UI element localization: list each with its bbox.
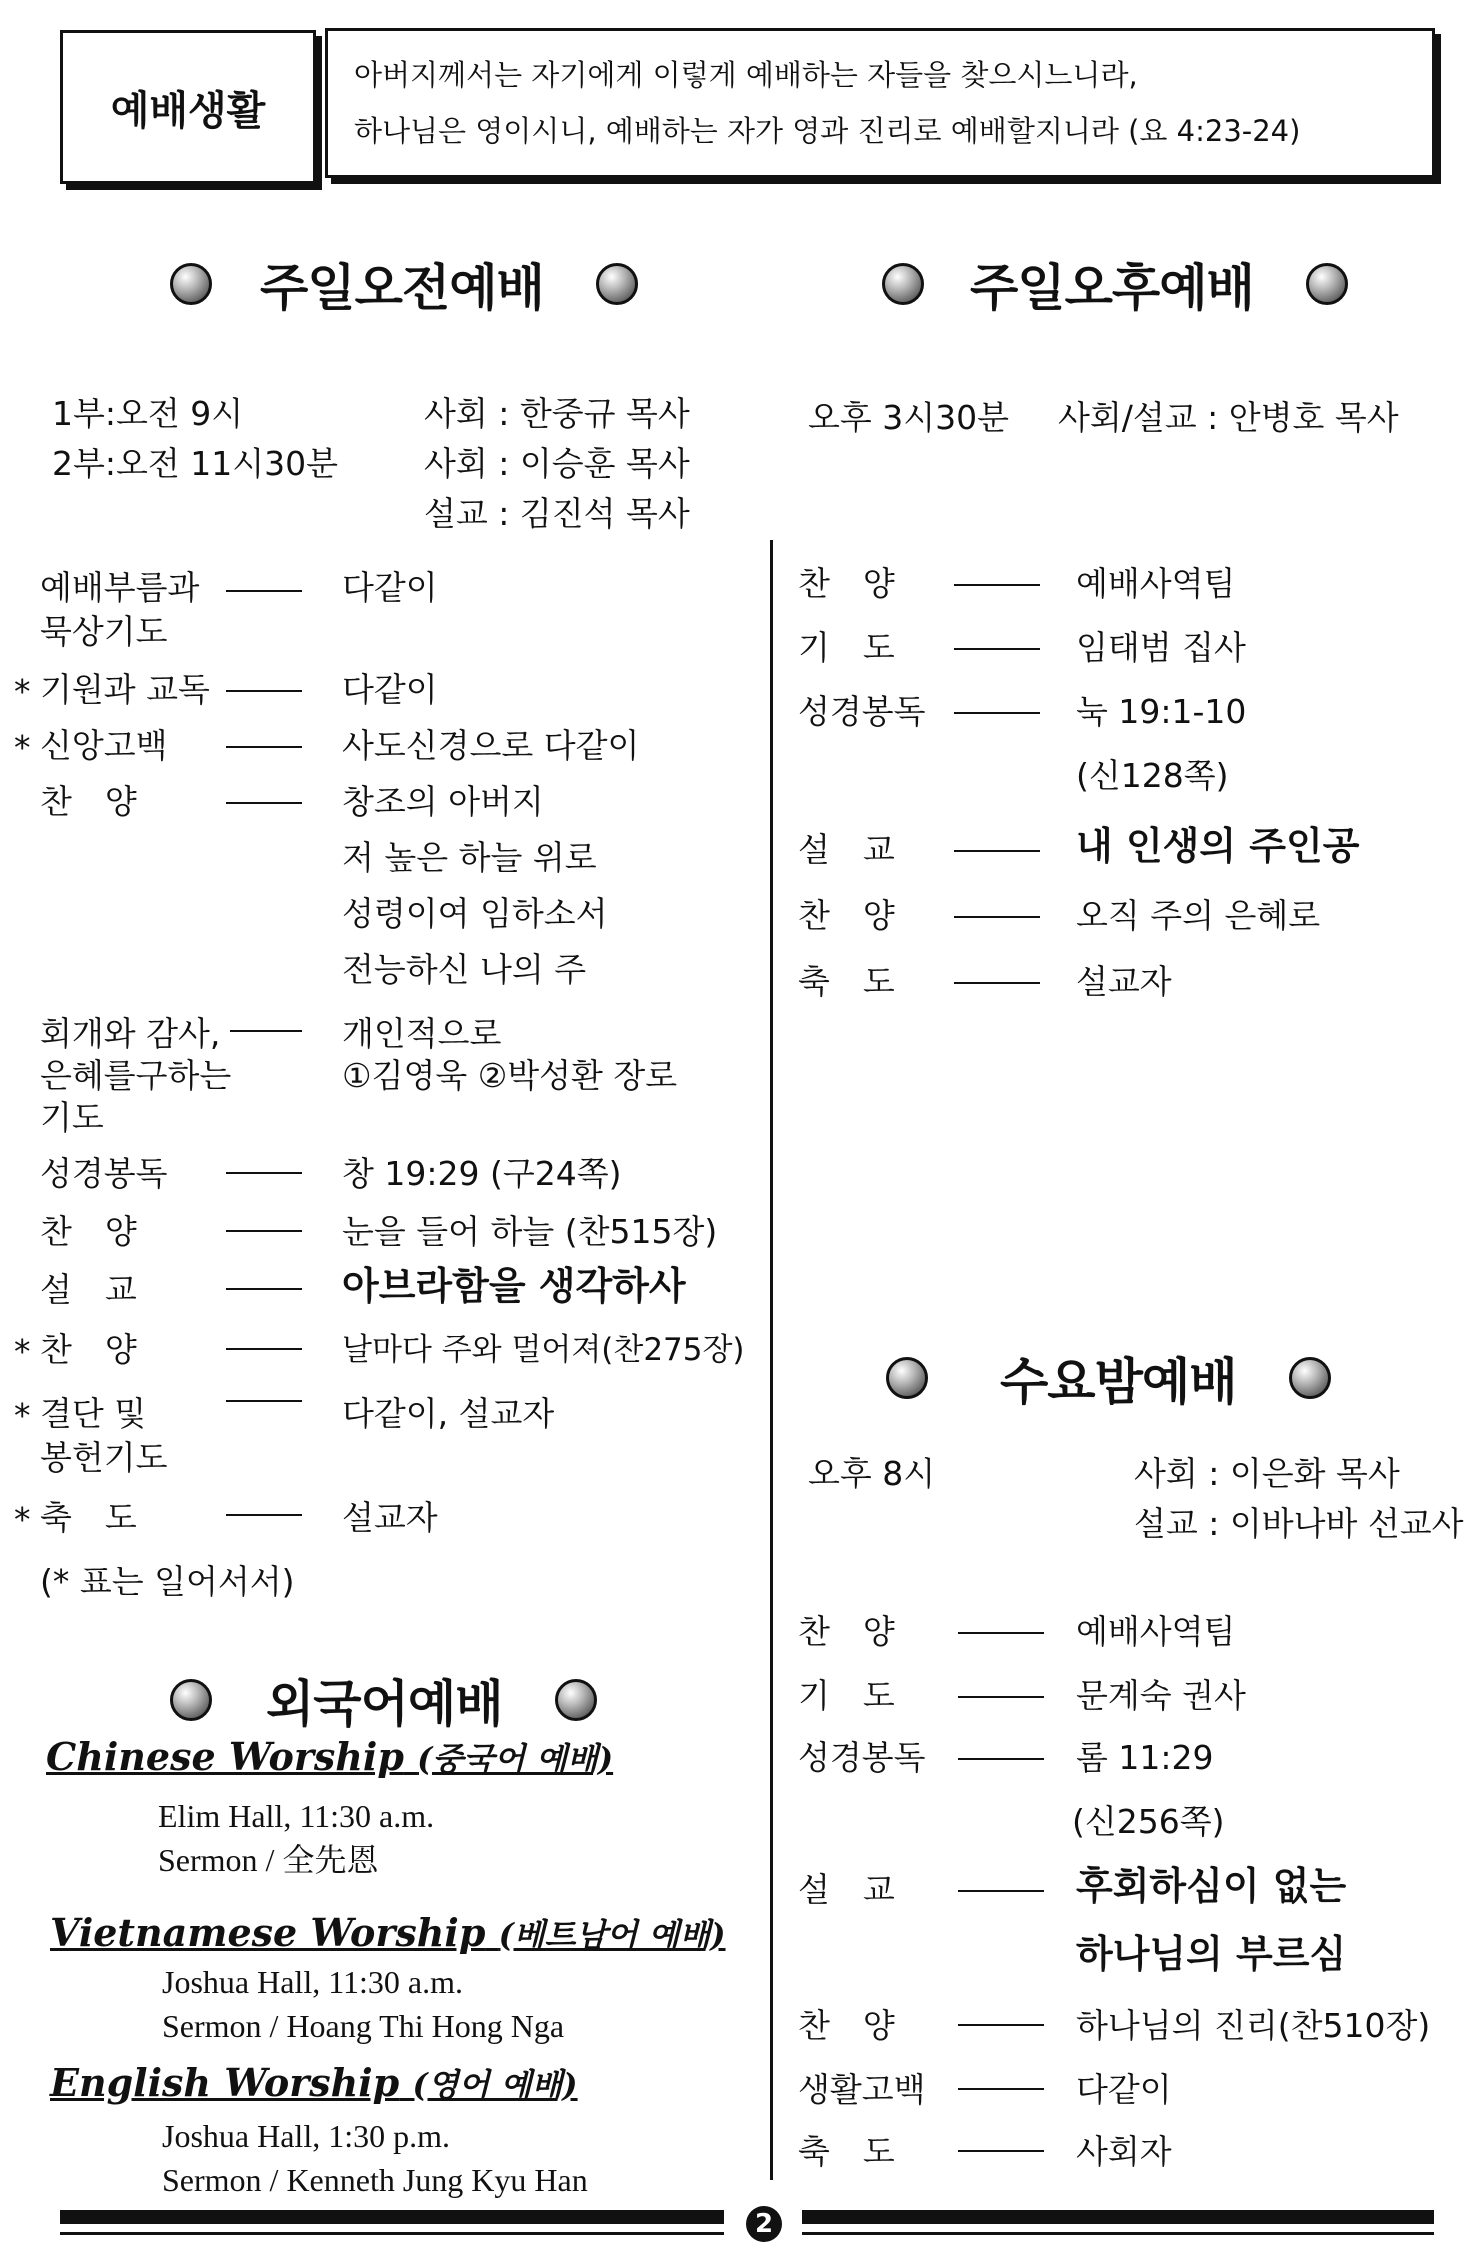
- english-title-en: English Worship: [50, 2060, 400, 2105]
- dash-leader: [954, 584, 1040, 586]
- afternoon-service-title: [882, 248, 1348, 320]
- dash-leader: [954, 916, 1040, 918]
- bullet-ball-icon: [882, 263, 924, 305]
- order-item: 설 교: [798, 830, 895, 869]
- vietnamese-title-en: Vietnamese Worship: [50, 1910, 486, 1955]
- wednesday-leader: 사회 : 이은화 목사: [1134, 1454, 1400, 1493]
- bullet-ball-icon: [170, 1679, 212, 1721]
- service2-leader: 사회 : 이승훈 목사: [424, 444, 690, 483]
- dash-leader: [226, 1348, 302, 1350]
- order-value: 오직 주의 은혜로: [1076, 896, 1321, 935]
- bullet-ball-icon: [1289, 1357, 1331, 1399]
- order-value: 다같이, 설교자: [342, 1394, 555, 1433]
- order-item: 예배부름과: [40, 568, 200, 607]
- order-item: 결단 및: [40, 1394, 147, 1433]
- order-value: 롬 11:29: [1076, 1738, 1214, 1777]
- english-worship-title: [50, 2060, 578, 2106]
- order-item: 찬 양: [798, 896, 895, 935]
- page-number: 2: [746, 2206, 782, 2242]
- footer-rule-left: [60, 2210, 724, 2224]
- order-item-line2: 은혜를구하는: [40, 1056, 232, 1095]
- dash-leader: [958, 1632, 1044, 1634]
- column-divider: [770, 540, 773, 2180]
- order-value: 다같이: [342, 568, 438, 607]
- foreign-title-text: 외국어예배: [266, 1675, 503, 1733]
- order-value: 다같이: [342, 670, 438, 709]
- order-value: 사도신경으로 다같이: [342, 726, 640, 765]
- dash-leader: [954, 982, 1040, 984]
- order-value: 예배사역팀: [1076, 1612, 1236, 1651]
- foreign-service-title: [170, 1664, 597, 1736]
- order-value-line4: 전능하신 나의 주: [342, 950, 587, 989]
- english-location: Joshua Hall, 1:30 p.m.: [162, 2118, 450, 2154]
- bullet-ball-icon: [886, 1357, 928, 1399]
- dash-leader: [958, 2024, 1044, 2026]
- bullet-ball-icon: [1306, 263, 1348, 305]
- dash-leader: [230, 1030, 302, 1032]
- order-item: 찬 양: [798, 1612, 895, 1651]
- order-item-line2: 봉헌기도: [40, 1438, 168, 1477]
- order-item: 성경봉독: [798, 692, 926, 731]
- chinese-title-kr: (중국어 예배): [417, 1740, 614, 1778]
- order-value: 다같이: [1076, 2070, 1172, 2109]
- dash-leader: [226, 802, 302, 804]
- morning-preacher: 설교 : 김진석 목사: [424, 494, 690, 533]
- bullet-ball-icon: [555, 1679, 597, 1721]
- footer-rule-right: [802, 2210, 1434, 2224]
- afternoon-leader: 사회/설교 : 안병호 목사: [1058, 398, 1399, 437]
- order-item: 기 도: [798, 628, 895, 667]
- order-item: 찬 양: [40, 1330, 137, 1369]
- order-item: 신앙고백: [40, 726, 168, 765]
- english-preacher: Sermon / Kenneth Jung Kyu Han: [162, 2162, 588, 2198]
- chinese-location: Elim Hall, 11:30 a.m.: [158, 1798, 435, 1834]
- order-value: 임태범 집사: [1076, 628, 1246, 667]
- order-item: 회개와 감사,: [40, 1014, 221, 1053]
- dash-leader: [954, 712, 1040, 714]
- vietnamese-location: Joshua Hall, 11:30 a.m.: [162, 1964, 463, 2000]
- order-item-line2: 묵상기도: [40, 612, 168, 651]
- order-value: 설교자: [342, 1498, 438, 1537]
- wednesday-preacher: 설교 : 이바나바 선교사: [1134, 1504, 1464, 1543]
- dash-leader: [226, 590, 302, 592]
- bullet-ball-icon: [170, 263, 212, 305]
- order-item: 성경봉독: [40, 1154, 168, 1193]
- afternoon-time: 오후 3시30분: [808, 398, 1009, 437]
- order-value: 개인적으로: [342, 1014, 502, 1053]
- dash-leader: [226, 1230, 302, 1232]
- dash-leader: [226, 690, 302, 692]
- order-value: 설교자: [1076, 962, 1172, 1001]
- bible-verse-box: [325, 28, 1435, 178]
- order-item: 성경봉독: [798, 1738, 926, 1777]
- order-value: 사회자: [1076, 2132, 1172, 2171]
- order-item: 찬 양: [40, 782, 137, 821]
- order-item: 설 교: [40, 1270, 137, 1309]
- order-value: 창 19:29 (구24쪽): [342, 1154, 622, 1193]
- wednesday-title-text: 수요밤예배: [1000, 1353, 1237, 1411]
- verse-line-2: 하나님은 영이시니, 예배하는 자가 영과 진리로 예배할지니라 (요 4:23-24): [354, 114, 1301, 148]
- order-item: 찬 양: [40, 1212, 137, 1251]
- footer-thin-rule-right: [802, 2232, 1434, 2235]
- order-value: 눅 19:1-10: [1076, 692, 1247, 731]
- order-item: 축 도: [798, 962, 895, 1001]
- standing-note: (* 표는 일어서서): [40, 1562, 295, 1601]
- order-value: 눈을 들어 하늘 (찬515장): [342, 1212, 718, 1251]
- wednesday-service-title: [886, 1342, 1331, 1414]
- order-item: 기 도: [798, 1676, 895, 1715]
- dash-leader: [226, 1172, 302, 1174]
- footer-thin-rule-left: [60, 2232, 724, 2235]
- afternoon-title-text: 주일오후예배: [970, 259, 1254, 317]
- wednesday-time: 오후 8시: [808, 1454, 936, 1493]
- order-value-line2: 저 높은 하늘 위로: [342, 838, 597, 877]
- section-label-box: [60, 30, 316, 184]
- standing-mark: *: [14, 1396, 31, 1435]
- sermon-title: 후회하심이 없는: [1076, 1864, 1347, 1908]
- standing-mark: *: [14, 1332, 31, 1371]
- vietnamese-preacher: Sermon / Hoang Thi Hong Nga: [162, 2008, 565, 2044]
- verse-line-1: 아버지께서는 자기에게 이렇게 예배하는 자들을 찾으시느니라,: [354, 58, 1138, 92]
- morning-service-title: [170, 248, 638, 320]
- dash-leader: [954, 648, 1040, 650]
- order-item-line3: 기도: [40, 1098, 104, 1137]
- sermon-title-line2: 하나님의 부르심: [1076, 1932, 1347, 1976]
- order-item: 축 도: [798, 2132, 895, 2171]
- dash-leader: [226, 1288, 302, 1290]
- english-title-kr: (영어 예배): [412, 2066, 578, 2104]
- order-item: 기원과 교독: [40, 670, 210, 709]
- morning-title-text: 주일오전예배: [260, 259, 544, 317]
- chinese-worship-title: [46, 1734, 613, 1780]
- order-value: 날마다 주와 멀어져(찬275장): [342, 1332, 745, 1368]
- dash-leader: [954, 850, 1040, 852]
- bullet-ball-icon: [596, 263, 638, 305]
- order-value: 창조의 아버지: [342, 782, 544, 821]
- vietnamese-title-kr: (베트남어 예배): [498, 1916, 726, 1954]
- order-value-line2: (신128쪽): [1076, 756, 1229, 795]
- dash-leader: [958, 1758, 1044, 1760]
- order-item: 찬 양: [798, 2006, 895, 2045]
- dash-leader: [226, 746, 302, 748]
- order-item: 생활고백: [798, 2070, 926, 2109]
- section-label: 예배생활: [110, 87, 266, 134]
- dash-leader: [226, 1514, 302, 1516]
- dash-leader: [958, 1696, 1044, 1698]
- dash-leader: [226, 1400, 302, 1402]
- service1-leader: 사회 : 한중규 목사: [424, 394, 690, 433]
- dash-leader: [958, 2088, 1044, 2090]
- order-value: 예배사역팀: [1076, 564, 1236, 603]
- order-value-line2: (신256쪽): [1072, 1802, 1225, 1841]
- order-value-line3: 성령이여 임하소서: [342, 894, 608, 933]
- chinese-preacher: Sermon / 全先恩: [158, 1842, 379, 1878]
- standing-mark: *: [14, 728, 31, 767]
- dash-leader: [958, 1890, 1044, 1892]
- service1-time: 1부:오전 9시: [52, 394, 244, 433]
- order-value-line2: ①김영욱 ②박성환 장로: [342, 1056, 678, 1095]
- standing-mark: *: [14, 1500, 31, 1539]
- dash-leader: [958, 2150, 1044, 2152]
- order-value: 문계숙 권사: [1076, 1676, 1246, 1715]
- order-value: 하나님의 진리(찬510장): [1076, 2006, 1431, 2045]
- sermon-title: 내 인생의 주인공: [1076, 824, 1360, 868]
- order-item: 축 도: [40, 1498, 137, 1537]
- sermon-title: 아브라함을 생각하사: [342, 1264, 686, 1308]
- order-item: 설 교: [798, 1870, 895, 1909]
- standing-mark: *: [14, 672, 31, 711]
- order-item: 찬 양: [798, 564, 895, 603]
- service2-time: 2부:오전 11시30분: [52, 444, 338, 483]
- vietnamese-worship-title: [50, 1910, 726, 1956]
- chinese-title-en: Chinese Worship: [46, 1734, 404, 1779]
